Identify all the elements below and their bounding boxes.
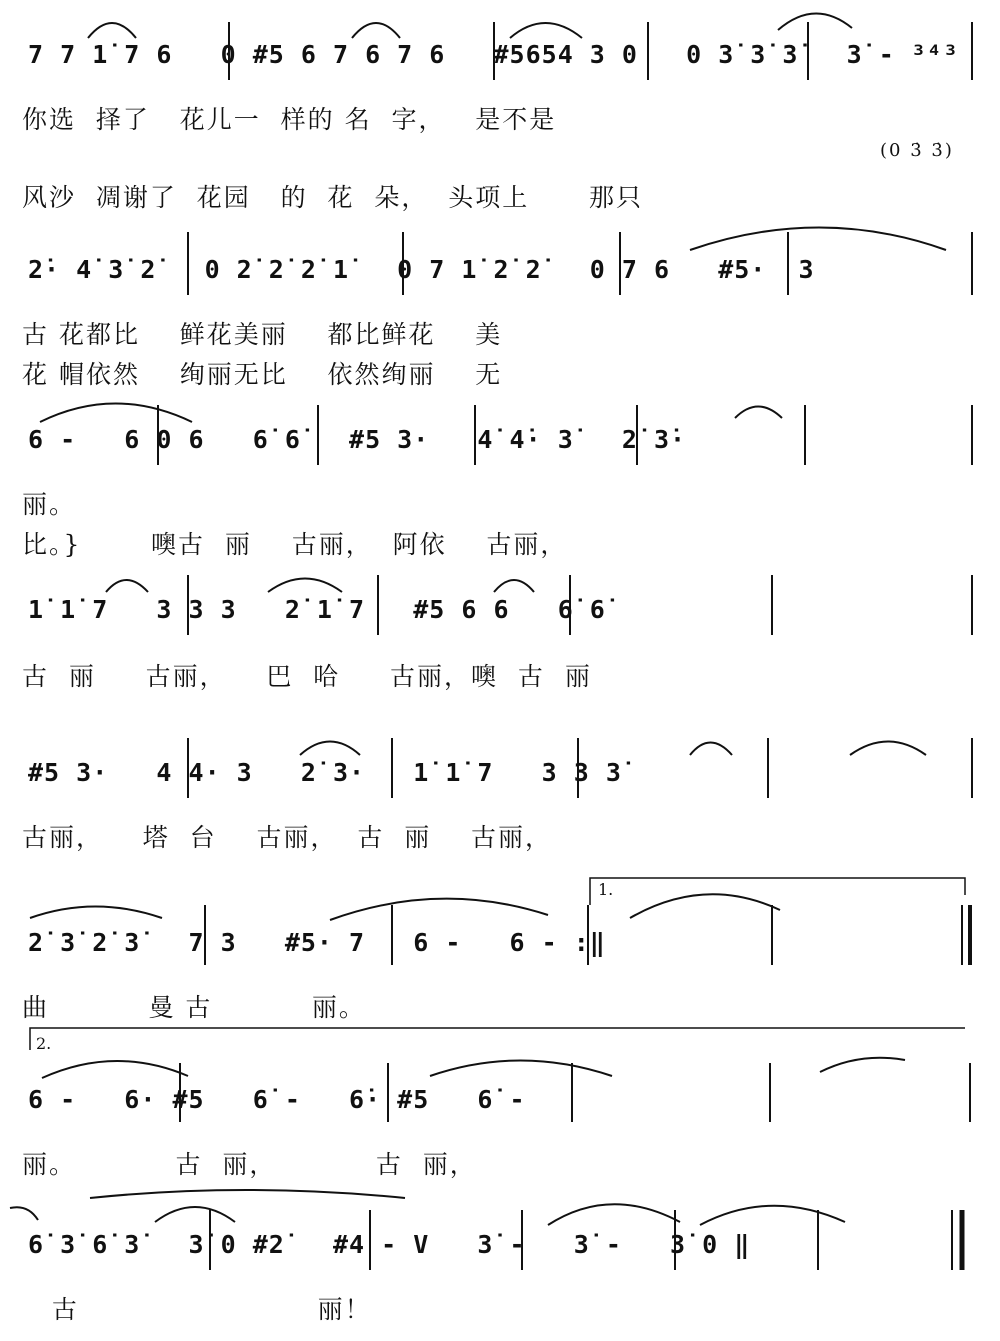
system-2-notes: 2̇· 4̇ 3̇ 2̇ 0 2̇ 2̇ 2̇ 1̇ 0 7 1̇ 2̇ 2̇ 0 7 6 #5· 3 — [28, 255, 815, 284]
slur — [700, 1206, 845, 1225]
system-4-notes: 1̇ 1̇ 7 3 3 3 2̇ 1̇ 7 #5 6 6 6̇ 6̇ — [28, 595, 606, 624]
slur — [30, 907, 162, 919]
slur — [352, 23, 400, 38]
slur — [90, 1190, 405, 1198]
system-4-lyric-1: 古 丽 古丽， 巴 哈 古丽，噢 古 丽 — [22, 662, 592, 691]
slur — [735, 407, 782, 419]
slur — [850, 742, 926, 756]
system-7-lyric-1: 丽。 古 丽， 古 丽， — [22, 1150, 477, 1179]
slur — [778, 13, 852, 30]
system-3-lyric-1: 丽。 — [22, 490, 77, 519]
volta-2-bracket — [30, 1028, 965, 1050]
system-6-lyric-1: 曲 曼 古 丽。 — [22, 993, 366, 1022]
system-2-lyric-2: 花 帽依然 绚丽无比 依然绚丽 无 — [22, 360, 503, 389]
system-1-pickup: (0 3̇ 3̇) — [880, 140, 954, 161]
slur — [330, 899, 548, 920]
slur — [494, 580, 534, 592]
system-3-lyric-2: 比。} 噢古 丽 古丽， 阿依 古丽， — [22, 530, 568, 559]
slur — [300, 742, 360, 756]
system-1-lyric-2: 风沙 凋谢了 花园 的 花 朵， 头项上 那只 — [22, 183, 643, 212]
system-1-lyric-1: 你选 择了 花儿一 样的 名 字， 是不是 — [22, 105, 557, 134]
system-3-notes: 6 - 6 0 6 6̇ 6̇ #5 3· 4̇ 4̇· 3̇ 2̇ 3̇· — [28, 425, 687, 454]
slur — [155, 1207, 235, 1222]
system-5-notes: #5 3· 4 4· 3 2̇ 3· 1̇ 1̇ 7 3 3 3̇ — [28, 758, 622, 787]
slur — [690, 228, 946, 251]
volta-2-label: 2. — [36, 1034, 52, 1053]
slur — [820, 1058, 905, 1072]
slur — [430, 1061, 612, 1077]
slur — [40, 404, 192, 423]
slur — [510, 23, 582, 38]
volta-1-bracket — [590, 878, 965, 905]
slur — [690, 743, 732, 756]
system-6-notes: 2̇ 3̇ 2̇ 3̇ 7 3 #5· 7 6 - 6 - :‖ — [28, 928, 606, 957]
system-1-notes: 7 7 1̇ 7 6 0 #5 6 7 6 7 6 #5654 3 0 0 3̇ 3̇ 3̇ 3̇ - ³⁴³ — [28, 40, 959, 69]
slur — [268, 579, 342, 593]
slur — [42, 1061, 188, 1078]
slur — [10, 1207, 38, 1220]
system-2-lyric-1: 古 花都比 鲜花美丽 都比鲜花 美 — [22, 320, 503, 349]
slur — [548, 1204, 680, 1225]
system-7-notes: 6 - 6· #5 6̇ - 6̇· #5 6̇ - — [28, 1085, 526, 1114]
slur — [106, 580, 148, 592]
slur — [630, 894, 780, 918]
system-5-lyric-1: 古丽， 塔 台 古丽， 古 丽 古丽， — [22, 823, 553, 852]
system-8-lyric-1: 古 丽！ — [22, 1295, 372, 1324]
system-8-notes: 6̇ 3̇ 6̇ 3̇ 3̇ 0 #2̇ #4 - V 3̇ - 3̇ - 3̇ 0 ‖ — [28, 1230, 751, 1259]
volta-1-label: 1. — [598, 880, 614, 899]
slur — [88, 23, 136, 38]
